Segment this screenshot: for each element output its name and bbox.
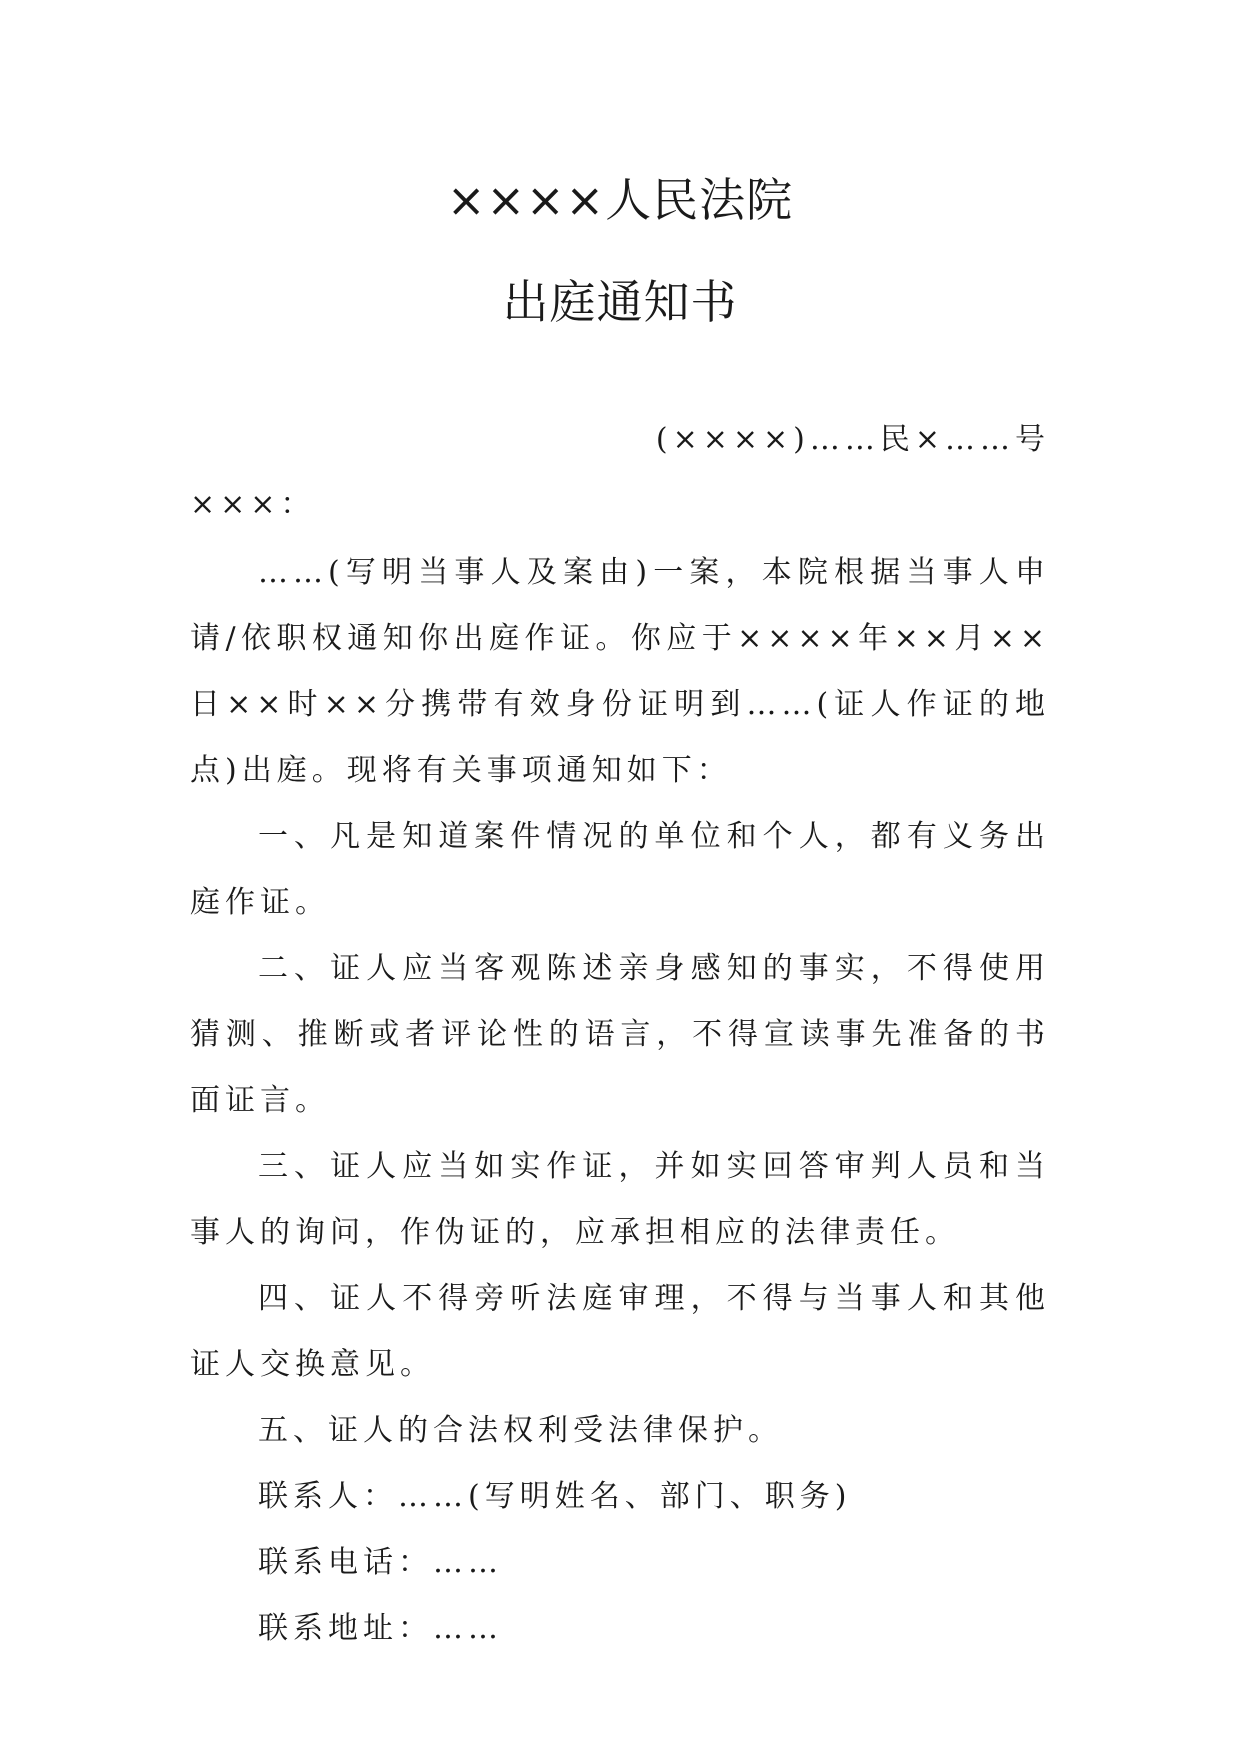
addressee: ×××： — [190, 487, 316, 522]
intro-paragraph: ……(写明当事人及案由)一案，本院根据当事人申请/依职权通知你出庭作证。你应于××××年××月××日××时××分携带有效身份证明到……(证人作证的地点)出庭。现将有关事项通知如下： — [190, 555, 1050, 788]
item-paragraph-1: 一、凡是知道案件情况的单位和个人，都有义务出庭作证。 — [190, 819, 1050, 920]
case-number: (××××)……民×……号 — [655, 422, 1050, 457]
item-paragraph-3: 三、证人应当如实作证，并如实回答审判人员和当事人的询问，作伪证的，应承担相应的法律责任。 — [190, 1149, 1050, 1250]
contact-person: 联系人：……(写明姓名、部门、职务) — [258, 1479, 852, 1514]
document-title: 出庭通知书 — [502, 275, 738, 329]
notice-body — [190, 540, 1050, 1662]
item-paragraph-4: 四、证人不得旁听法庭审理，不得与当事人和其他证人交换意见。 — [190, 1281, 1050, 1382]
court-name: ××××人民法院 — [446, 173, 794, 227]
contact-phone: 联系电话：…… — [258, 1545, 503, 1580]
item-paragraph-2: 二、证人应当客观陈述亲身感知的事实，不得使用猜测、推断或者评论性的语言，不得宣读事先准备的书面证言。 — [190, 951, 1050, 1118]
contact-address: 联系地址：…… — [258, 1611, 503, 1646]
item-paragraph-5: 五、证人的合法权利受法律保护。 — [258, 1413, 783, 1448]
